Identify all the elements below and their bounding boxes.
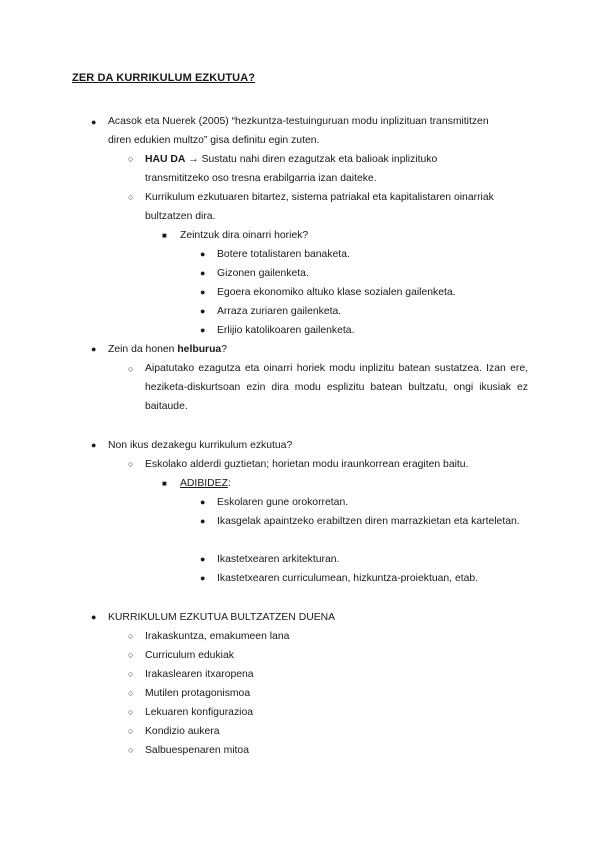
sec1-line2: diren edukien multzo” gisa definitu egin zuten.: [108, 135, 320, 146]
list-item: Ikastetxearen arkitekturan.: [217, 554, 340, 565]
list-item: Arraza zuriaren gailenketa.: [217, 306, 342, 317]
list-item: Irakaslearen itxaropena: [145, 669, 254, 680]
example-colon: :: [227, 478, 231, 489]
list-item: Ikasgelak apaintzeko erabiltzen diren marrazkietan eta karteletan.: [217, 516, 520, 527]
sec3-question: Non ikus dezakegu kurrikulum ezkutua?: [108, 440, 293, 451]
sec2-question-pre: Zein da honen: [108, 344, 178, 355]
kurr-line1: Kurrikulum ezkutuaren bitartez, sistema patriakal eta kapitalistaren oinarriak: [145, 192, 494, 203]
sec2-question: [108, 343, 227, 356]
bullet-circle: ○: [128, 459, 134, 469]
bullet-disc: ●: [200, 554, 206, 564]
example-label-text: ADIBIDEZ: [180, 478, 228, 489]
sec1-line1: Acasok eta Nuerek (2005) “hezkuntza-testuinguruan modu inplizituan transmititzen: [108, 116, 489, 127]
sec1-question: Zeintzuk dira oinarri horiek?: [180, 230, 309, 241]
bullet-circle: ○: [128, 631, 134, 641]
list-item: Irakaskuntza, emakumeen lana: [145, 631, 290, 642]
kurr-line2: bultzatzen dira.: [145, 211, 216, 222]
haida-line1: [145, 153, 437, 166]
list-item: Mutilen protagonismoa: [145, 688, 251, 699]
bullet-circle: ○: [128, 707, 134, 717]
sec2-question-post: ?: [221, 344, 227, 355]
bullet-disc: ●: [200, 287, 206, 297]
bullet-disc: ●: [200, 325, 206, 335]
bullet-square: ■: [162, 231, 167, 240]
bullet-disc: ●: [91, 440, 97, 450]
bullet-disc: ●: [200, 306, 206, 316]
sec4-title: KURRIKULUM EZKUTUA BULTZATZEN DUENA: [108, 612, 336, 623]
list-item: Lekuaren konfigurazioa: [145, 707, 254, 718]
bullet-disc: ●: [91, 612, 97, 622]
list-item: Botere totalistaren banaketa.: [217, 249, 350, 260]
list-item: Egoera ekonomiko altuko klase sozialen gailenketa.: [217, 287, 456, 298]
bullet-circle: ○: [128, 154, 134, 164]
list-item: Curriculum edukiak: [145, 650, 234, 661]
list-item: Gizonen gailenketa.: [217, 268, 309, 279]
haida-text: → Sustatu nahi diren ezagutzak eta balioak inplizituko: [185, 154, 438, 165]
bullet-disc: ●: [91, 344, 97, 354]
bullet-circle: ○: [128, 650, 134, 660]
sec2-paragraph: Aipatutako ezagutza eta oinarri horiek modu inplizitu batean sustatzea. Izan ere, heziketa-diskurtsoan ezin dira modu esplizitu batean bultzatu, ongi ikusiak ez baitaude.: [145, 363, 528, 412]
bullet-disc: ●: [200, 497, 206, 507]
bullet-circle: ○: [128, 364, 134, 374]
bullet-circle: ○: [128, 726, 134, 736]
sec2-question-bold: helburua: [177, 344, 222, 355]
bullet-circle: ○: [128, 669, 134, 679]
bullet-square: ■: [162, 479, 167, 488]
bullet-disc: ●: [200, 516, 206, 526]
bullet-circle: ○: [128, 192, 134, 202]
haida-line2: transmititzeko oso tresna erabilgarria izan daiteke.: [145, 173, 377, 184]
list-item: Kondizio aukera: [145, 726, 220, 737]
page-title: ZER DA KURRIKULUM EZKUTUA?: [72, 72, 256, 84]
bullet-disc: ●: [200, 573, 206, 583]
list-item: Erlijio katolikoaren gailenketa.: [217, 325, 355, 336]
bullet-disc: ●: [200, 249, 206, 259]
haida-bold: HAU DA: [145, 154, 186, 165]
example-label: [180, 477, 231, 490]
sec3-answer: Eskolako alderdi guztietan; horietan modu iraunkorrean eragiten baitu.: [145, 459, 469, 470]
bullet-circle: ○: [128, 745, 134, 755]
bullet-circle: ○: [128, 688, 134, 698]
bullet-disc: ●: [91, 117, 97, 127]
list-item: Salbuespenaren mitoa: [145, 745, 249, 756]
bullet-disc: ●: [200, 268, 206, 278]
list-item: Eskolaren gune orokorretan.: [217, 497, 349, 508]
list-item: Ikastetxearen curriculumean, hizkuntza-proiektuan, etab.: [217, 573, 479, 584]
